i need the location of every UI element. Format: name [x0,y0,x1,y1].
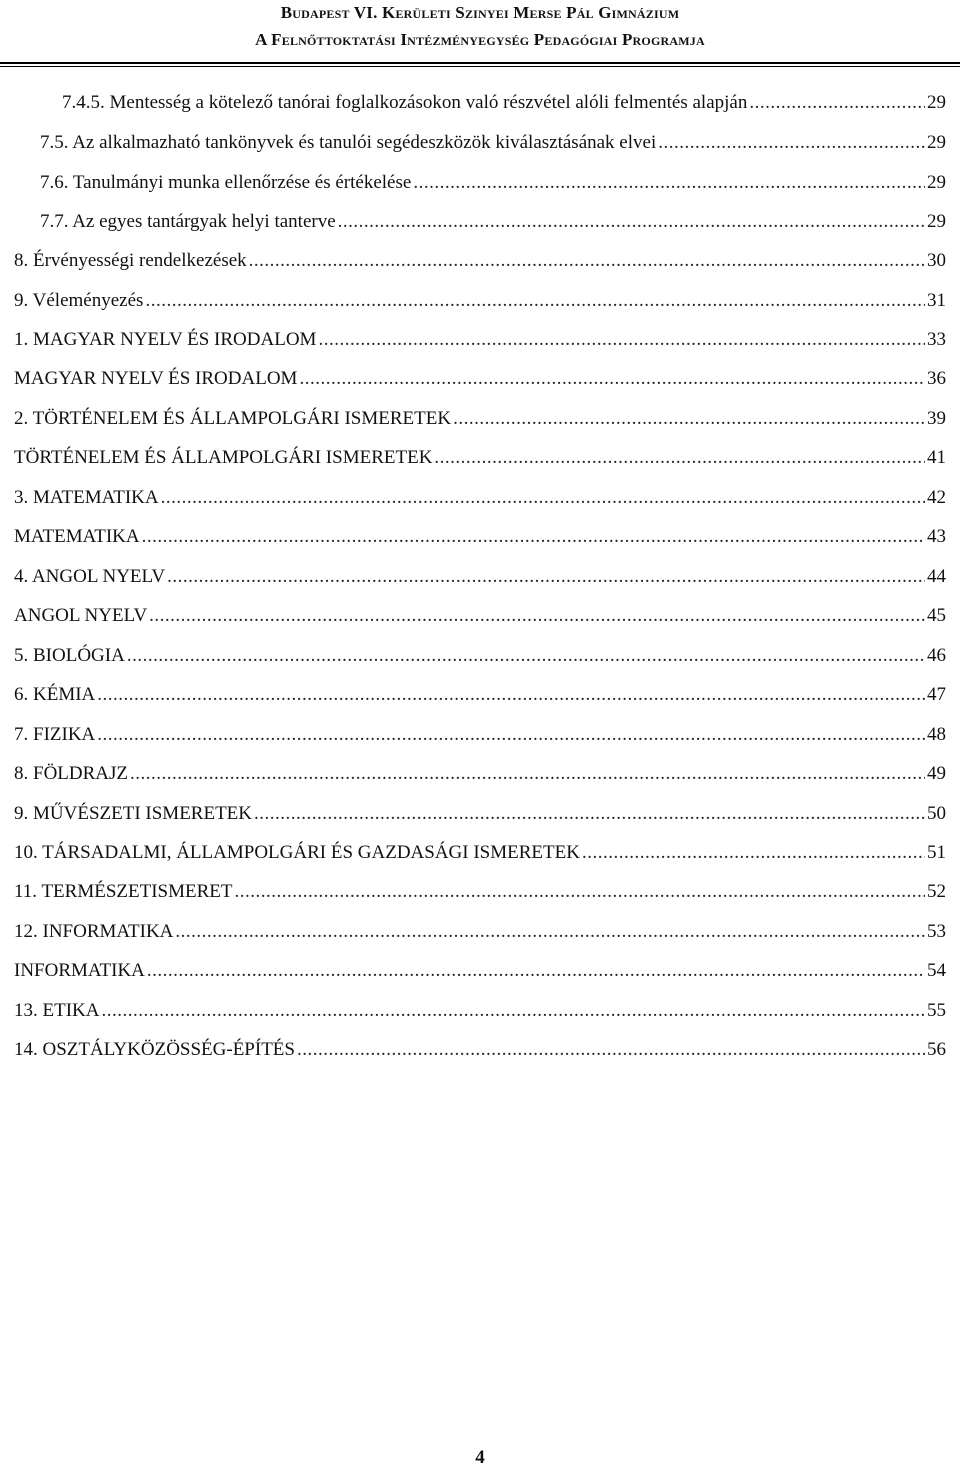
toc-entry-page: 41 [927,447,946,468]
toc-entry-title: 11. TERMÉSZETISMERET [14,881,233,902]
toc-entry[interactable] [14,605,946,627]
toc-entry-title: ANGOL NYELV [14,605,148,626]
toc-entry[interactable] [14,487,946,509]
toc-entry-page: 42 [927,487,946,508]
toc-entry[interactable] [14,368,946,390]
toc-entry[interactable] [40,172,946,194]
toc-dot-leader [749,92,925,114]
toc-entry[interactable] [14,724,946,746]
toc-dot-leader [97,724,925,746]
toc-entry-title: 12. INFORMATIKA [14,921,174,942]
page-number: 4 [475,1447,485,1468]
toc-entry[interactable] [14,329,946,351]
toc-entry-page: 50 [927,803,946,824]
toc-dot-leader [130,763,925,785]
toc-dot-leader [175,921,925,943]
toc-dot-leader [658,132,925,154]
toc-dot-leader [249,250,925,272]
toc-entry[interactable] [14,921,946,943]
toc-entry-title: 3. MATEMATIKA [14,487,159,508]
toc-entry[interactable] [40,211,946,233]
toc-entry[interactable] [14,881,946,903]
toc-entry-title: 9. MŰVÉSZETI ISMERETEK [14,803,253,824]
toc-entry[interactable] [14,1039,946,1061]
toc-entry-title: 2. TÖRTÉNELEM ÉS ÁLLAMPOLGÁRI ISMERETEK [14,408,452,429]
toc-entry-page: 47 [927,684,946,705]
toc-entry-title: 7.4.5. Mentesség a kötelező tanórai foglalkozásokon való részvétel alóli felmentés alapján [62,92,748,113]
toc-dot-leader [413,172,925,194]
toc-entry-title: MATEMATIKA [14,526,140,547]
toc-entry-title: 5. BIOLÓGIA [14,645,125,666]
toc-dot-leader [101,1000,925,1022]
toc-dot-leader [318,329,925,351]
toc-entry[interactable] [14,960,946,982]
toc-entry[interactable] [14,526,946,548]
toc-entry-title: TÖRTÉNELEM ÉS ÁLLAMPOLGÁRI ISMERETEK [14,447,433,468]
toc-entry-title: 7.7. Az egyes tantárgyak helyi tanterve [40,211,336,232]
toc-dot-leader [97,684,925,706]
toc-entry-title: 9. Véleményezés [14,290,144,311]
toc-entry[interactable] [14,842,946,864]
toc-dot-leader [453,408,925,430]
toc-entry-page: 29 [927,172,946,193]
toc-dot-leader [145,290,925,312]
toc-entry-page: 36 [927,368,946,389]
toc-entry[interactable] [40,132,946,154]
toc-entry-title: 1. MAGYAR NYELV ÉS IRODALOM [14,329,317,350]
toc-entry-page: 43 [927,526,946,547]
toc-dot-leader [338,211,925,233]
toc-entry-title: INFORMATIKA [14,960,145,981]
toc-entry-page: 29 [927,92,946,113]
toc-entry-page: 31 [927,290,946,311]
toc-entry-title: 6. KÉMIA [14,684,96,705]
toc-entry[interactable] [14,566,946,588]
toc-dot-leader [235,881,926,903]
toc-entry-title: 14. OSZTÁLYKÖZÖSSÉG-ÉPÍTÉS [14,1039,295,1060]
toc-entry-page: 46 [927,645,946,666]
toc-entry[interactable] [14,684,946,706]
toc-entry-title: 7.5. Az alkalmazható tankönyvek és tanulói segédeszközök kiválasztásának elvei [40,132,657,153]
toc-entry-page: 45 [927,605,946,626]
toc-entry-page: 52 [927,881,946,902]
toc-entry-page: 49 [927,763,946,784]
toc-entry-title: 4. ANGOL NYELV [14,566,166,587]
toc-entry-title: 8. Érvényességi rendelkezések [14,250,247,271]
toc-dot-leader [297,1039,925,1061]
toc-entry-page: 53 [927,921,946,942]
toc-entry[interactable] [14,645,946,667]
toc-entry[interactable] [14,763,946,785]
toc-dot-leader [582,842,925,864]
header-program-title: A Felnőttoktatási Intézményegység Pedagógiai Programja [255,30,705,49]
toc-entry-page: 30 [927,250,946,271]
toc-entry[interactable] [14,803,946,825]
toc-entry[interactable] [14,408,946,430]
header-school-name: Budapest VI. Kerületi Szinyei Merse Pál Gimnázium [280,3,680,22]
toc-entry[interactable] [62,92,946,114]
toc-entry-title: 7. FIZIKA [14,724,96,745]
toc-entry[interactable] [14,1000,946,1022]
toc-entry-page: 54 [927,960,946,981]
toc-dot-leader [147,960,925,982]
toc-dot-leader [434,447,925,469]
toc-entry-title: 8. FÖLDRAJZ [14,763,129,784]
toc-entry-title: MAGYAR NYELV ÉS IRODALOM [14,368,298,389]
toc-entry-title: 7.6. Tanulmányi munka ellenőrzése és értékelése [40,172,412,193]
toc-entry-page: 51 [927,842,946,863]
toc-entry[interactable] [14,290,946,312]
toc-dot-leader [254,803,925,825]
toc-entry-page: 29 [927,211,946,232]
toc-entry-page: 39 [927,408,946,429]
toc-entry-page: 44 [927,566,946,587]
toc-dot-leader [127,645,925,667]
toc-entry-page: 55 [927,1000,946,1021]
toc-dot-leader [149,605,925,627]
toc-entry-page: 56 [927,1039,946,1060]
toc-entry-title: 13. ETIKA [14,1000,100,1021]
toc-entry-page: 29 [927,132,946,153]
toc-dot-leader [142,526,925,548]
toc-dot-leader [167,566,925,588]
toc-entry-title: 10. TÁRSADALMI, ÁLLAMPOLGÁRI ÉS GAZDASÁGI ISMERETEK [14,842,580,863]
toc-dot-leader [161,487,925,509]
toc-entry-page: 33 [927,329,946,350]
toc-dot-leader [299,368,925,390]
toc-entry[interactable] [14,447,946,469]
toc-entry[interactable] [14,250,946,272]
toc-entry-page: 48 [927,724,946,745]
